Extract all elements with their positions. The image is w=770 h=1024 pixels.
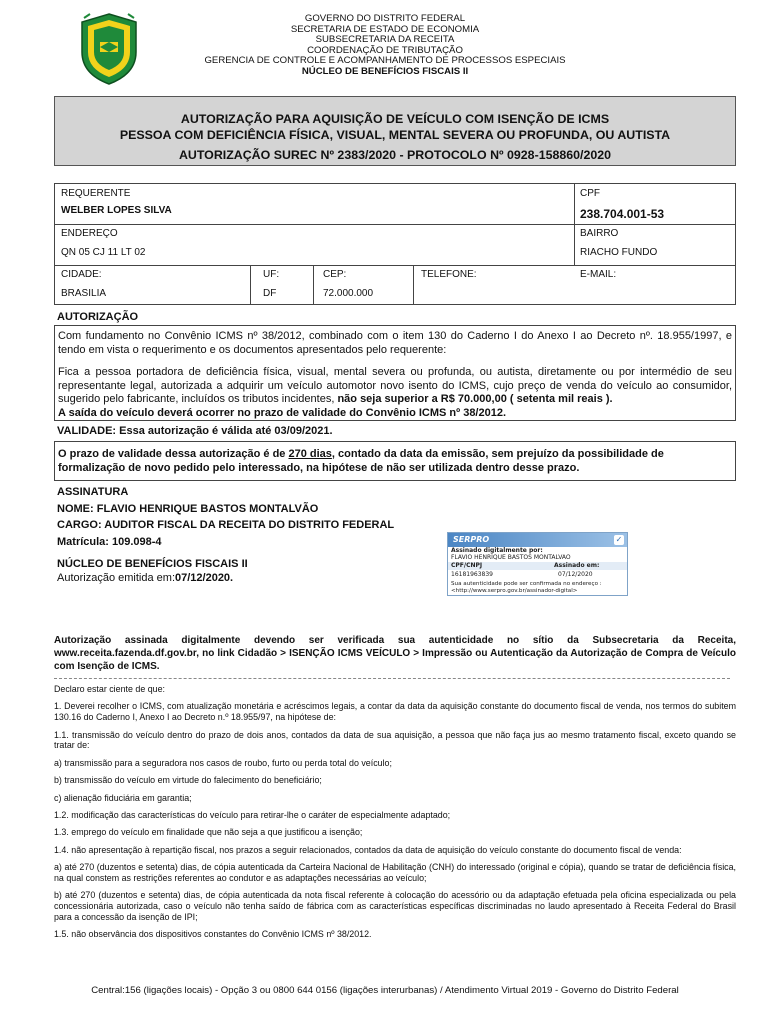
declaro-item: Declaro estar ciente de que: xyxy=(54,684,166,694)
autorizacao-paragraph-2 xyxy=(58,366,732,407)
grid-divider xyxy=(55,265,735,266)
stamp-assinado-em: 07/12/2020 xyxy=(558,571,593,578)
declaro-item: 1.3. emprego do veículo em finalidade que não seja a que justificou a isenção; xyxy=(54,827,363,838)
footer-contact: Central:156 (ligações locais) - Opção 3 ou 0800 644 0156 (ligações interurbanas) / Atendimento Virtual 2019 - Governo do Distrito Federal xyxy=(91,985,679,996)
verificacao-nota: Autorização assinada digitalmente devendo ser verificada sua autenticidade no sítio da Subsecretaria da Receita, www.receita.fazenda.df.gov.br, no link Cidadão > ISENÇÃO ICMS VEÍCULO > Impressão ou Autenticação da Autorização de Compra de Veículo com Isenção de ICMS. xyxy=(54,635,736,672)
org-line-governo: GOVERNO DO DISTRITO FEDERAL xyxy=(304,13,466,24)
org-header xyxy=(150,14,620,78)
email-label: E-MAIL: xyxy=(580,269,617,280)
autorizacao-box xyxy=(54,325,736,421)
separator-rule xyxy=(54,678,730,679)
checkmark-icon: ✓ xyxy=(615,535,623,544)
declaro-item: 1.2. modificação das características do veículo para retirar-lhe o caráter de especialmente adaptado; xyxy=(54,809,451,820)
prazo-box xyxy=(54,441,736,481)
bairro-value: RIACHO FUNDO xyxy=(580,247,658,258)
validade-text: VALIDADE: Essa autorização é válida até 03/09/2021. xyxy=(57,425,333,437)
cidade-value: BRASILIA xyxy=(61,288,107,299)
emitida-label: Autorização emitida em: xyxy=(57,571,175,584)
cidade-label: CIDADE: xyxy=(61,269,102,280)
title-line-2: PESSOA COM DEFICIÊNCIA FÍSICA, VISUAL, MENTAL SEVERA OU PROFUNDA, OU AUTISTA xyxy=(119,128,671,142)
stamp-assinado-por-label: Assinado digitalmente por: xyxy=(451,547,543,554)
autorizacao-text: Fica a pessoa portadora de deficiência física, visual, mental severa ou profunda, ou autista, diretamente ou por intermédio de seu representante legal, autorizada a adquirir um veículo automotor novo isento do ICMS, cujo preço de venda do veículo ao consumidor, sugerido pelo fabricante, incluídos os tributos incidentes, xyxy=(58,366,732,405)
autorizacao-heading: AUTORIZAÇÃO xyxy=(57,311,139,323)
stamp-verify-line-2: <http://www.serpro.gov.br/assinador-digital> xyxy=(451,588,578,594)
stamp-verify-line-1: Sua autenticidade pode ser confirmada no endereço : xyxy=(451,581,602,587)
declaro-item: 1.5. não observância dos dispositivos constantes do Convênio ICMS nº 38/2012. xyxy=(54,929,372,940)
requerente-value: WELBER LOPES SILVA xyxy=(61,205,172,216)
uf-label: UF: xyxy=(263,269,280,280)
declaro-item: b) até 270 (duzentos e setenta) dias, de cópia autenticada da nota fiscal referente à colocação do acessório ou da adaptação efetuada pela oficina especializada ou pela concessionária autorizada, caso o veículo não tenha saído de fábrica com as características específicas discriminadas no laudo apresentado à Receita Federal do Brasil para a concessão da isenção de IPI; xyxy=(54,890,736,922)
assinatura-cargo: CARGO: AUDITOR FISCAL DA RECEITA DO DISTRITO FEDERAL xyxy=(57,519,395,531)
assinatura-nome: NOME: FLAVIO HENRIQUE BASTOS MONTALVÃO xyxy=(57,502,319,515)
cpf-label: CPF xyxy=(580,188,600,199)
grid-divider xyxy=(313,265,314,305)
requerente-label: REQUERENTE xyxy=(61,188,131,199)
prazo-dias: 270 dias xyxy=(288,448,332,460)
bairro-label: BAIRRO xyxy=(580,228,619,239)
grid-divider xyxy=(250,265,251,305)
stamp-assinado-por: FLAVIO HENRIQUE BASTOS MONTALVAO xyxy=(451,554,571,561)
telefone-label: TELEFONE: xyxy=(421,269,477,280)
org-line-subsecretaria: SUBSECRETARIA DA RECEITA xyxy=(315,34,455,46)
org-line-gerencia: GERENCIA DE CONTROLE E ACOMPANHAMENTO DE PROCESSOS ESPECIAIS xyxy=(204,55,566,67)
declaro-item: b) transmissão do veículo em virtude do falecimento do beneficiário; xyxy=(54,775,322,786)
endereco-label: ENDEREÇO xyxy=(61,228,118,239)
assinatura-block xyxy=(57,484,394,586)
uf-value: DF xyxy=(263,288,277,299)
org-line-coordenacao: COORDENAÇÃO DE TRIBUTAÇÃO xyxy=(307,44,463,56)
emitida-data: 07/12/2020. xyxy=(175,571,234,584)
declaro-item: 1. Deverei recolher o ICMS, com atualização monetária e acréscimos legais, a contar da data da aquisição constante do documento fiscal de venda, nos termos do subitem 130.16 do Caderno I, Anexo I ao Decreto n.º 18.955/97, na hipótese de: xyxy=(54,701,736,723)
autorizacao-paragraph-1: Com fundamento no Convênio ICMS nº 38/2012, combinado com o item 130 do Caderno I do Anexo I ao Decreto nº. 18.955/1997, e tendo em vista o requerimento e os documentos apresentados pelo requerente: xyxy=(58,330,732,356)
assinatura-nucleo: NÚCLEO DE BENEFÍCIOS FISCAIS II xyxy=(57,558,248,570)
cpf-value: 238.704.001-53 xyxy=(580,207,665,221)
org-line-nucleo: NÚCLEO DE BENEFÍCIOS FISCAIS II xyxy=(301,65,469,77)
serpro-signature-stamp xyxy=(447,532,628,596)
title-line-3: AUTORIZAÇÃO SUREC Nº 2383/2020 - PROTOCOLO Nº 0928-158860/2020 xyxy=(178,148,612,162)
declaro-item: 1.1. transmissão do veículo dentro do prazo de dois anos, contados da data de sua aquisição, a pessoa que não faça jus ao mesmo tratamento fiscal, exceto quando se tratar de: xyxy=(54,729,736,751)
stamp-cpf-label: CPF/CNPJ xyxy=(451,562,483,569)
serpro-logo: SERPRO xyxy=(453,535,490,544)
grid-divider xyxy=(55,224,735,225)
brasao-df-logo xyxy=(78,12,140,86)
endereco-value: QN 05 CJ 11 LT 02 xyxy=(61,247,146,258)
cep-label: CEP: xyxy=(323,269,347,280)
assinatura-emitida xyxy=(57,570,394,587)
autorizacao-limit: não seja superior a R$ 70.000,00 ( setenta mil reais ). xyxy=(337,393,613,405)
declaro-item: a) até 270 (duzentos e setenta) dias, de cópia autenticada da Carteira Nacional de Habilitação (CNH) do interessado (original e cópia), quando se tratar de deficiência física, na qual constem as restrições referentes ao condutor e as adaptações necessárias ao veículo; xyxy=(54,862,736,883)
stamp-header xyxy=(448,533,627,547)
declaro-item: 1.4. não apresentação à repartição fiscal, nos prazos a seguir relacionados, contados da data de aquisição do veículo constante do documento fiscal de venda: xyxy=(54,844,682,855)
org-line-secretaria: SECRETARIA DE ESTADO DE ECONOMIA xyxy=(290,23,480,35)
grid-divider xyxy=(413,265,414,305)
cep-value: 72.000.000 xyxy=(323,288,374,299)
stamp-cpf: 16181963839 xyxy=(451,571,493,578)
requerente-grid xyxy=(54,183,736,305)
prazo-text-a: O prazo de validade dessa autorização é de xyxy=(58,448,289,460)
assinatura-matricula: Matrícula: 109.098-4 xyxy=(57,535,162,548)
assinatura-heading: ASSINATURA xyxy=(57,486,129,498)
stamp-assinado-em-label: Assinado em: xyxy=(554,562,600,569)
declaro-item: c) alienação fiduciária em garantia; xyxy=(54,792,192,803)
prazo-text-b: , contado da data da emissão, sem prejuízo da possibilidade de formalização de novo pedido pelo interessado, na hipótese de não ser utilizada dentro desse prazo. xyxy=(58,448,664,474)
autorizacao-paragraph-3: A saída do veículo deverá ocorrer no prazo de validade do Convênio ICMS nº 38/2012. xyxy=(58,406,507,419)
grid-divider xyxy=(574,184,575,266)
document-title-block xyxy=(54,96,736,166)
declaro-item: a) transmissão para a seguradora nos casos de roubo, furto ou perda total do veículo; xyxy=(54,757,392,768)
title-line-1: AUTORIZAÇÃO PARA AQUISIÇÃO DE VEÍCULO COM ISENÇÃO DE ICMS xyxy=(180,112,610,126)
declaracao-section xyxy=(54,684,736,947)
